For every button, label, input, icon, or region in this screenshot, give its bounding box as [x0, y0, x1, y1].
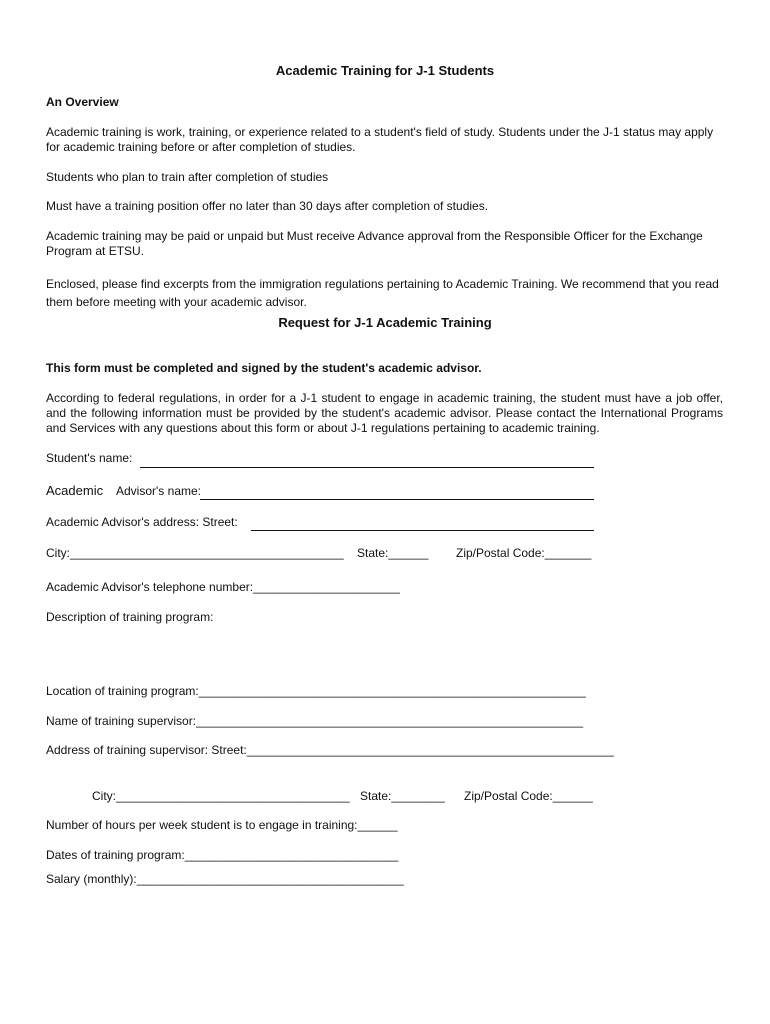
training-description-label: Description of training program: — [46, 610, 214, 624]
supervisor-address-field[interactable]: Address of training supervisor: Street:_______________________________________________________ — [46, 743, 614, 757]
training-location-field[interactable]: Location of training program:__________________________________________________________ — [46, 684, 586, 698]
overview-heading: An Overview — [46, 95, 119, 109]
overview-paragraph-5: Enclosed, please find excerpts from the immigration regulations pertaining to Academic Training. We recommend that you read them before meeting with your academic advisor. — [46, 277, 719, 309]
advisor-name-label: Advisor's name: — [116, 484, 201, 498]
salary-field[interactable]: Salary (monthly):________________________________________ — [46, 872, 404, 886]
advisor-city-field[interactable]: City:_________________________________________ — [46, 546, 344, 560]
advisor-state-field[interactable]: State:______ — [357, 546, 429, 560]
overview-paragraph-3: Must have a training position offer no later than 30 days after completion of studies. — [46, 199, 489, 213]
supervisor-zip-field[interactable]: Zip/Postal Code:______ — [464, 789, 593, 803]
training-dates-field[interactable]: Dates of training program:________________________________ — [46, 848, 399, 862]
advisor-phone-field[interactable]: Academic Advisor's telephone number:______________________ — [46, 580, 400, 594]
training-hours-field[interactable]: Number of hours per week student is to engage in training:______ — [46, 818, 398, 832]
advisor-zip-field[interactable]: Zip/Postal Code:_______ — [456, 546, 592, 560]
advisor-name-line[interactable] — [200, 499, 594, 500]
overview-paragraph-4: Academic training may be paid or unpaid but Must receive Advance approval from the Responsible Officer for the Exchange Program at ETSU. — [46, 229, 703, 258]
federal-regulations-paragraph: According to federal regulations, in order for a J-1 student to engage in academic training, the student must have a job offer, and the following information must be provided by the student's academic advisor. Please contact the International Programs and Services with any questions about this form or about J-1 regulations pertaining to academic training. — [46, 391, 723, 435]
request-title: Request for J-1 Academic Training — [278, 315, 492, 330]
supervisor-city-field[interactable]: City:___________________________________ — [92, 789, 350, 803]
student-name-line[interactable] — [140, 467, 594, 468]
advisor-address-line[interactable] — [251, 530, 594, 531]
document-title: Academic Training for J-1 Students — [275, 63, 495, 78]
advisor-address-label: Academic Advisor's address: Street: — [46, 515, 238, 529]
supervisor-state-field[interactable]: State:________ — [360, 789, 445, 803]
advisor-name-label-academic: Academic — [46, 483, 104, 498]
advisor-note: This form must be completed and signed by the student's academic advisor. — [46, 361, 482, 375]
student-name-label: Student's name: — [46, 451, 133, 465]
overview-paragraph-2: Students who plan to train after completion of studies — [46, 170, 329, 184]
supervisor-name-field[interactable]: Name of training supervisor:__________________________________________________________ — [46, 714, 584, 728]
overview-paragraph-1: Academic training is work, training, or experience related to a student's field of study. Students under the J-1 status may apply for academic training before or after completion of studies. — [46, 125, 714, 154]
